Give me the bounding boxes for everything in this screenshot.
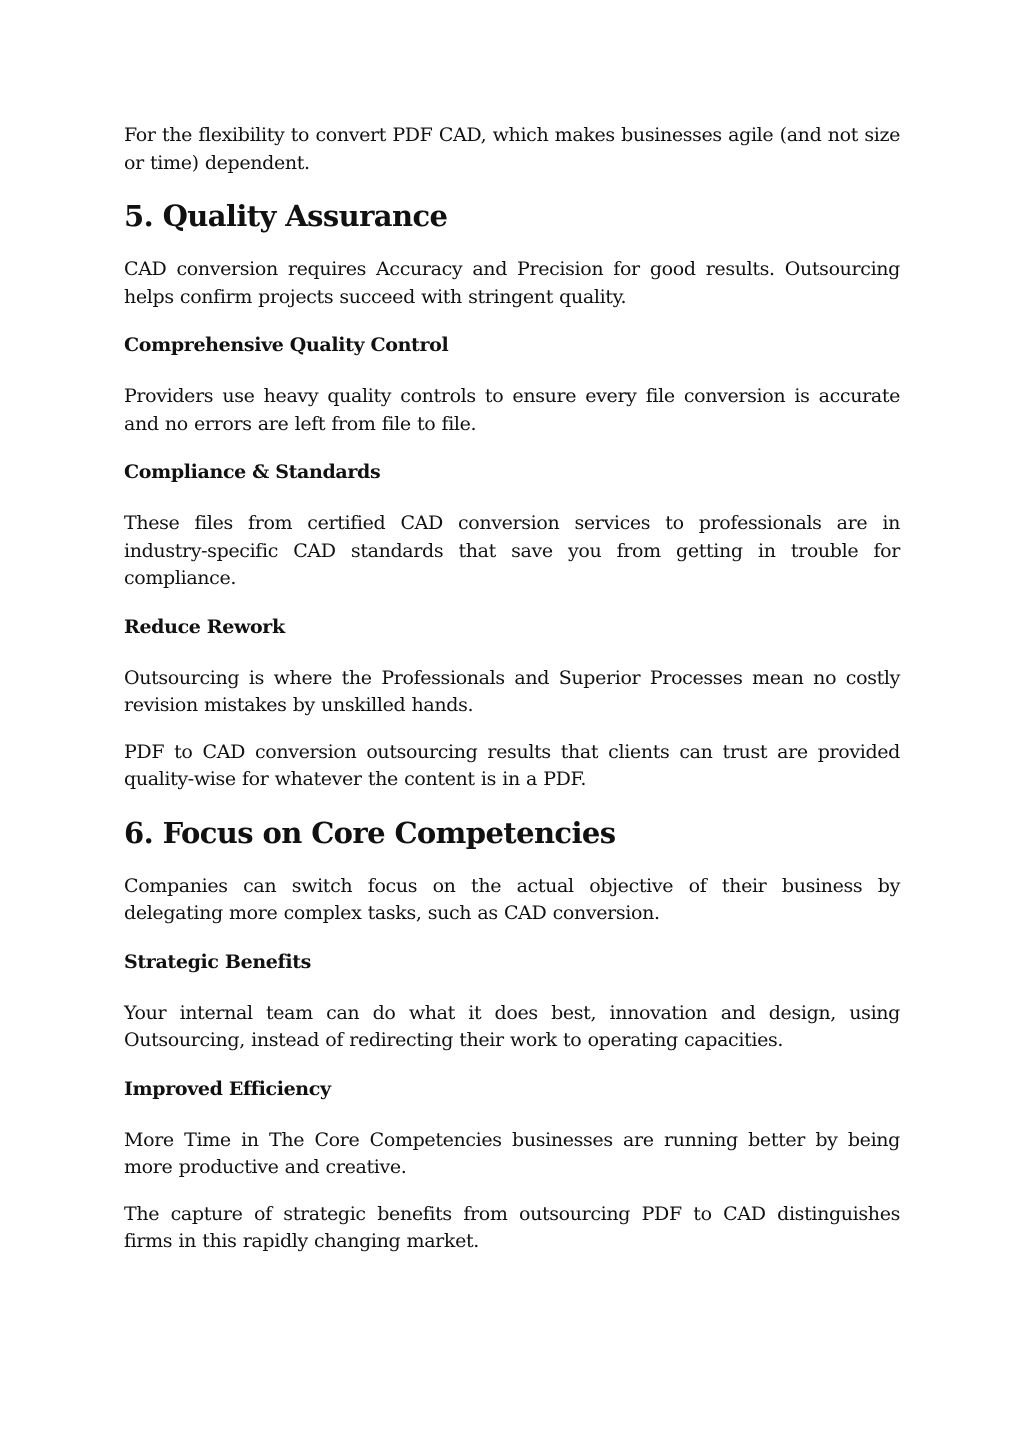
section-6-heading: 6. Focus on Core Competencies (124, 815, 616, 850)
quality-control-heading: Comprehensive Quality Control (124, 334, 449, 356)
quality-control-paragraph: Providers use heavy quality controls to ensure every file conversion is accurate and no errors are left from file to file. (124, 385, 900, 435)
strategic-benefits-paragraph: Your internal team can do what it does best, innovation and design, using Outsourcing, instead of redirecting their work to operating capacities. (124, 1001, 900, 1051)
strategic-benefits-heading: Strategic Benefits (124, 950, 311, 973)
section-5-intro: CAD conversion requires Accuracy and Precision for good results. Outsourcing helps confirm projects succeed with stringent quality. (124, 258, 900, 308)
intro-paragraph: For the flexibility to convert PDF CAD, which makes businesses agile (and not size or time) dependent. (124, 124, 900, 174)
reduce-rework-paragraph: Outsourcing is where the Professionals and Superior Processes mean no costly revision mistakes by unskilled hands. (124, 666, 900, 716)
reduce-rework-paragraph-2: PDF to CAD conversion outsourcing results that clients can trust are provided quality-wise for whatever the content is in a PDF. (124, 740, 900, 790)
document-page (124, 122, 900, 1256)
section-5-heading: 5. Quality Assurance (124, 199, 448, 233)
improved-efficiency-heading: Improved Efficiency (124, 1077, 331, 1100)
compliance-paragraph: These files from certified CAD conversion services to professionals are in industry-specific CAD standards that save you from getting in trouble for compliance. (124, 512, 900, 589)
compliance-heading: Compliance & Standards (124, 461, 381, 483)
section-6-intro: Companies can switch focus on the actual objective of their business by delegating more complex tasks, such as CAD conversion. (124, 874, 900, 924)
reduce-rework-heading: Reduce Rework (124, 615, 285, 638)
improved-efficiency-paragraph-2: The capture of strategic benefits from outsourcing PDF to CAD distinguishes firms in this rapidly changing market. (124, 1202, 900, 1252)
improved-efficiency-paragraph: More Time in The Core Competencies businesses are running better by being more productive and creative. (124, 1128, 900, 1178)
